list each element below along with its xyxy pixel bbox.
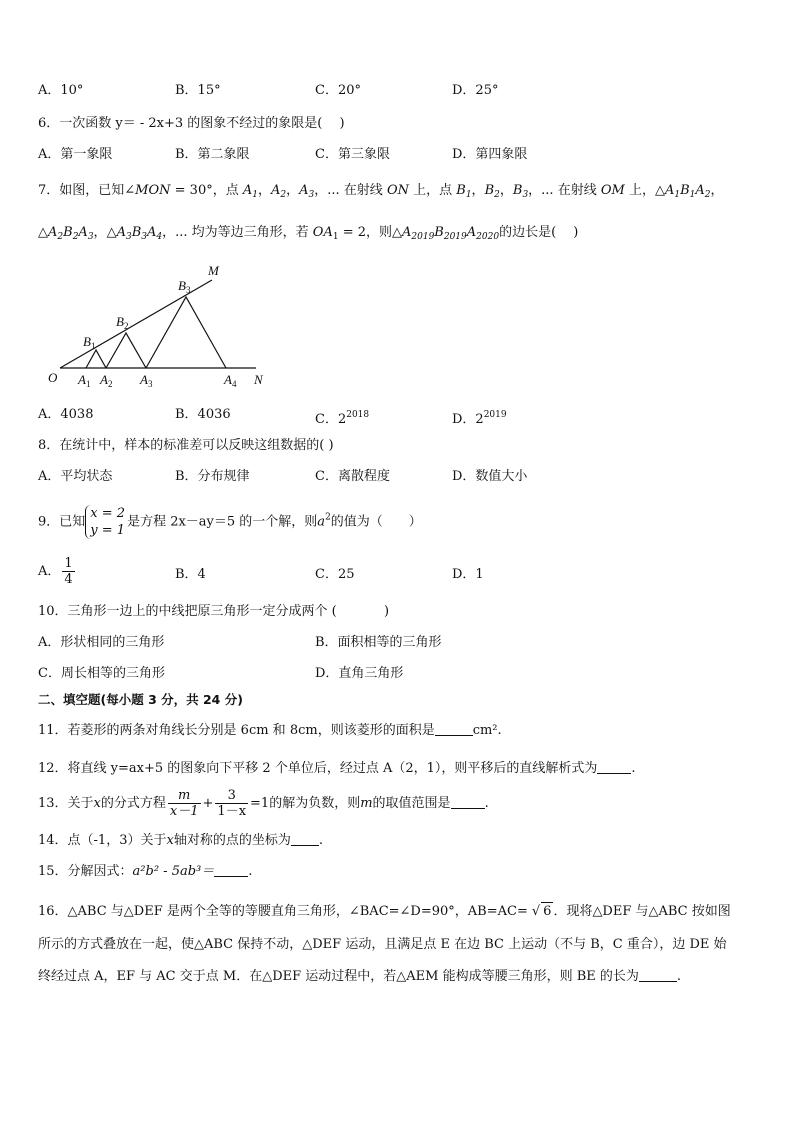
section-heading: 二、填空题(每小题 3 分，共 24 分)	[38, 692, 243, 707]
q7-option-a: A．4038	[38, 407, 94, 422]
q7-figure	[40, 260, 280, 390]
label-m: M	[208, 263, 219, 278]
q12-stem: 12．将直线 y=ax+5 的图象向下平移 2 个单位后，经过点 A（2，1），则平移后的直线解析式为 .	[38, 761, 636, 776]
q16-line1: 16．△ABC 与△DEF 是两个全等的等腰直角三角形，∠BAC=∠D=90°，AB=AC= √ 6 ．现将△DEF 与△ABC 按如图	[38, 904, 731, 919]
label-o: O	[48, 370, 58, 385]
label-b1: $B_1$	[83, 334, 96, 351]
q14-stem: 14．点（-1，3）关于x轴对称的点的坐标为 .	[38, 833, 323, 848]
q8-option-b: B．分布规律	[175, 469, 250, 484]
q10-stem: 10．三角形一边上的中线把原三角形一定分成两个 ( )	[38, 604, 390, 619]
q10-option-d: D．直角三角形	[315, 666, 404, 681]
answer-blank[interactable]	[597, 760, 631, 774]
q6-option-a: A．第一象限	[38, 147, 113, 162]
q10-option-c: C．周长相等的三角形	[38, 666, 165, 681]
q8-option-d: D．数值大小	[452, 469, 528, 484]
q9-option-d: D．1	[452, 567, 484, 582]
answer-blank[interactable]	[291, 832, 319, 846]
q11-stem: 11．若菱形的两条对角线长分别是 6cm 和 8cm，则该菱形的面积是 cm².	[38, 723, 502, 738]
label-b2: $B_2$	[116, 314, 129, 331]
q7-option-d: D．$2^{2019}$	[452, 410, 507, 427]
answer-blank[interactable]	[639, 968, 677, 982]
q5-option-d: D．25°	[452, 83, 499, 98]
answer-blank[interactable]	[435, 722, 473, 736]
q9-option-c: C．25	[315, 567, 355, 582]
q7-stem-line1: 7．如图，已知∠MON = 30°，点 $A_1$，$A_2$，$A_3$，... 在射线 ON 上，点 $B_1$，$B_2$，$B_3$，... 在射线 OM 上，$\triangle A_1B_1A_2$，	[38, 183, 724, 200]
q9-stem: 9．已知 x = 2 y = 1 是方程 2x－ay＝5 的一个解，则$a^2$的值为（ ）	[38, 506, 422, 538]
label-a2: $A_2$	[100, 372, 113, 389]
answer-blank[interactable]	[214, 863, 248, 877]
q8-option-c: C．离散程度	[315, 469, 390, 484]
q6-option-b: B．第二象限	[175, 147, 250, 162]
q9-option-a: A． $\frac{1}{4}$	[38, 556, 73, 587]
q7-stem-line2: $\triangle A_2B_2A_3$，$\triangle A_3B_3A_4$，... 均为等边三角形，若 $OA_1 = 2$，则$\triangle A_{2019}B_{2019}A_{2020}$的边长是( )	[38, 225, 579, 242]
q6-option-c: C．第三象限	[315, 147, 390, 162]
label-a4: $A_4$	[224, 372, 237, 389]
q5-option-c: C．20°	[315, 83, 361, 98]
q16-line2: 所示的方式叠放在一起，使△ABC 保持不动，△DEF 运动，且满足点 E 在边 BC 上运动（不与 B，C 重合），边 DE 始	[38, 937, 727, 952]
label-b3: $B_3$	[178, 278, 191, 295]
q7-option-c: C．$2^{2018}$	[315, 410, 370, 427]
label-a1: $A_1$	[78, 372, 91, 389]
equation-system: x = 2 y = 1	[85, 505, 125, 539]
q13-stem: 13．关于x的分式方程 $\frac{m}{x-1}$ + $\frac{3}{1-x}$ =1的解为负数，则m的取值范围是 .	[38, 788, 489, 819]
q6-stem: 6．一次函数 y＝ - 2x+3 的图象不经过的象限是( )	[38, 116, 345, 131]
q9-option-b: B．4	[175, 567, 206, 582]
q8-stem: 8．在统计中，样本的标准差可以反映这组数据的( )	[38, 438, 334, 453]
q5-option-a: A．10°	[38, 83, 84, 98]
q5-option-b: B．15°	[175, 83, 221, 98]
q15-stem: 15．分解因式：a²b² - 5ab³＝ .	[38, 864, 253, 879]
q10-option-b: B．面积相等的三角形	[315, 635, 442, 650]
label-a3: $A_3$	[140, 372, 153, 389]
q16-line3: 终经过点 A，EF 与 AC 交于点 M．在△DEF 运动过程中，若△AEM 能构成等腰三角形，则 BE 的长为 .	[38, 969, 682, 984]
q7-option-b: B．4036	[175, 407, 231, 422]
triangle-1	[86, 350, 106, 368]
answer-blank[interactable]	[451, 795, 485, 809]
q10-option-a: A．形状相同的三角形	[38, 635, 165, 650]
q8-option-a: A．平均状态	[38, 469, 113, 484]
q6-option-d: D．第四象限	[452, 147, 528, 162]
triangle-3	[146, 297, 226, 368]
label-n: N	[254, 372, 263, 387]
